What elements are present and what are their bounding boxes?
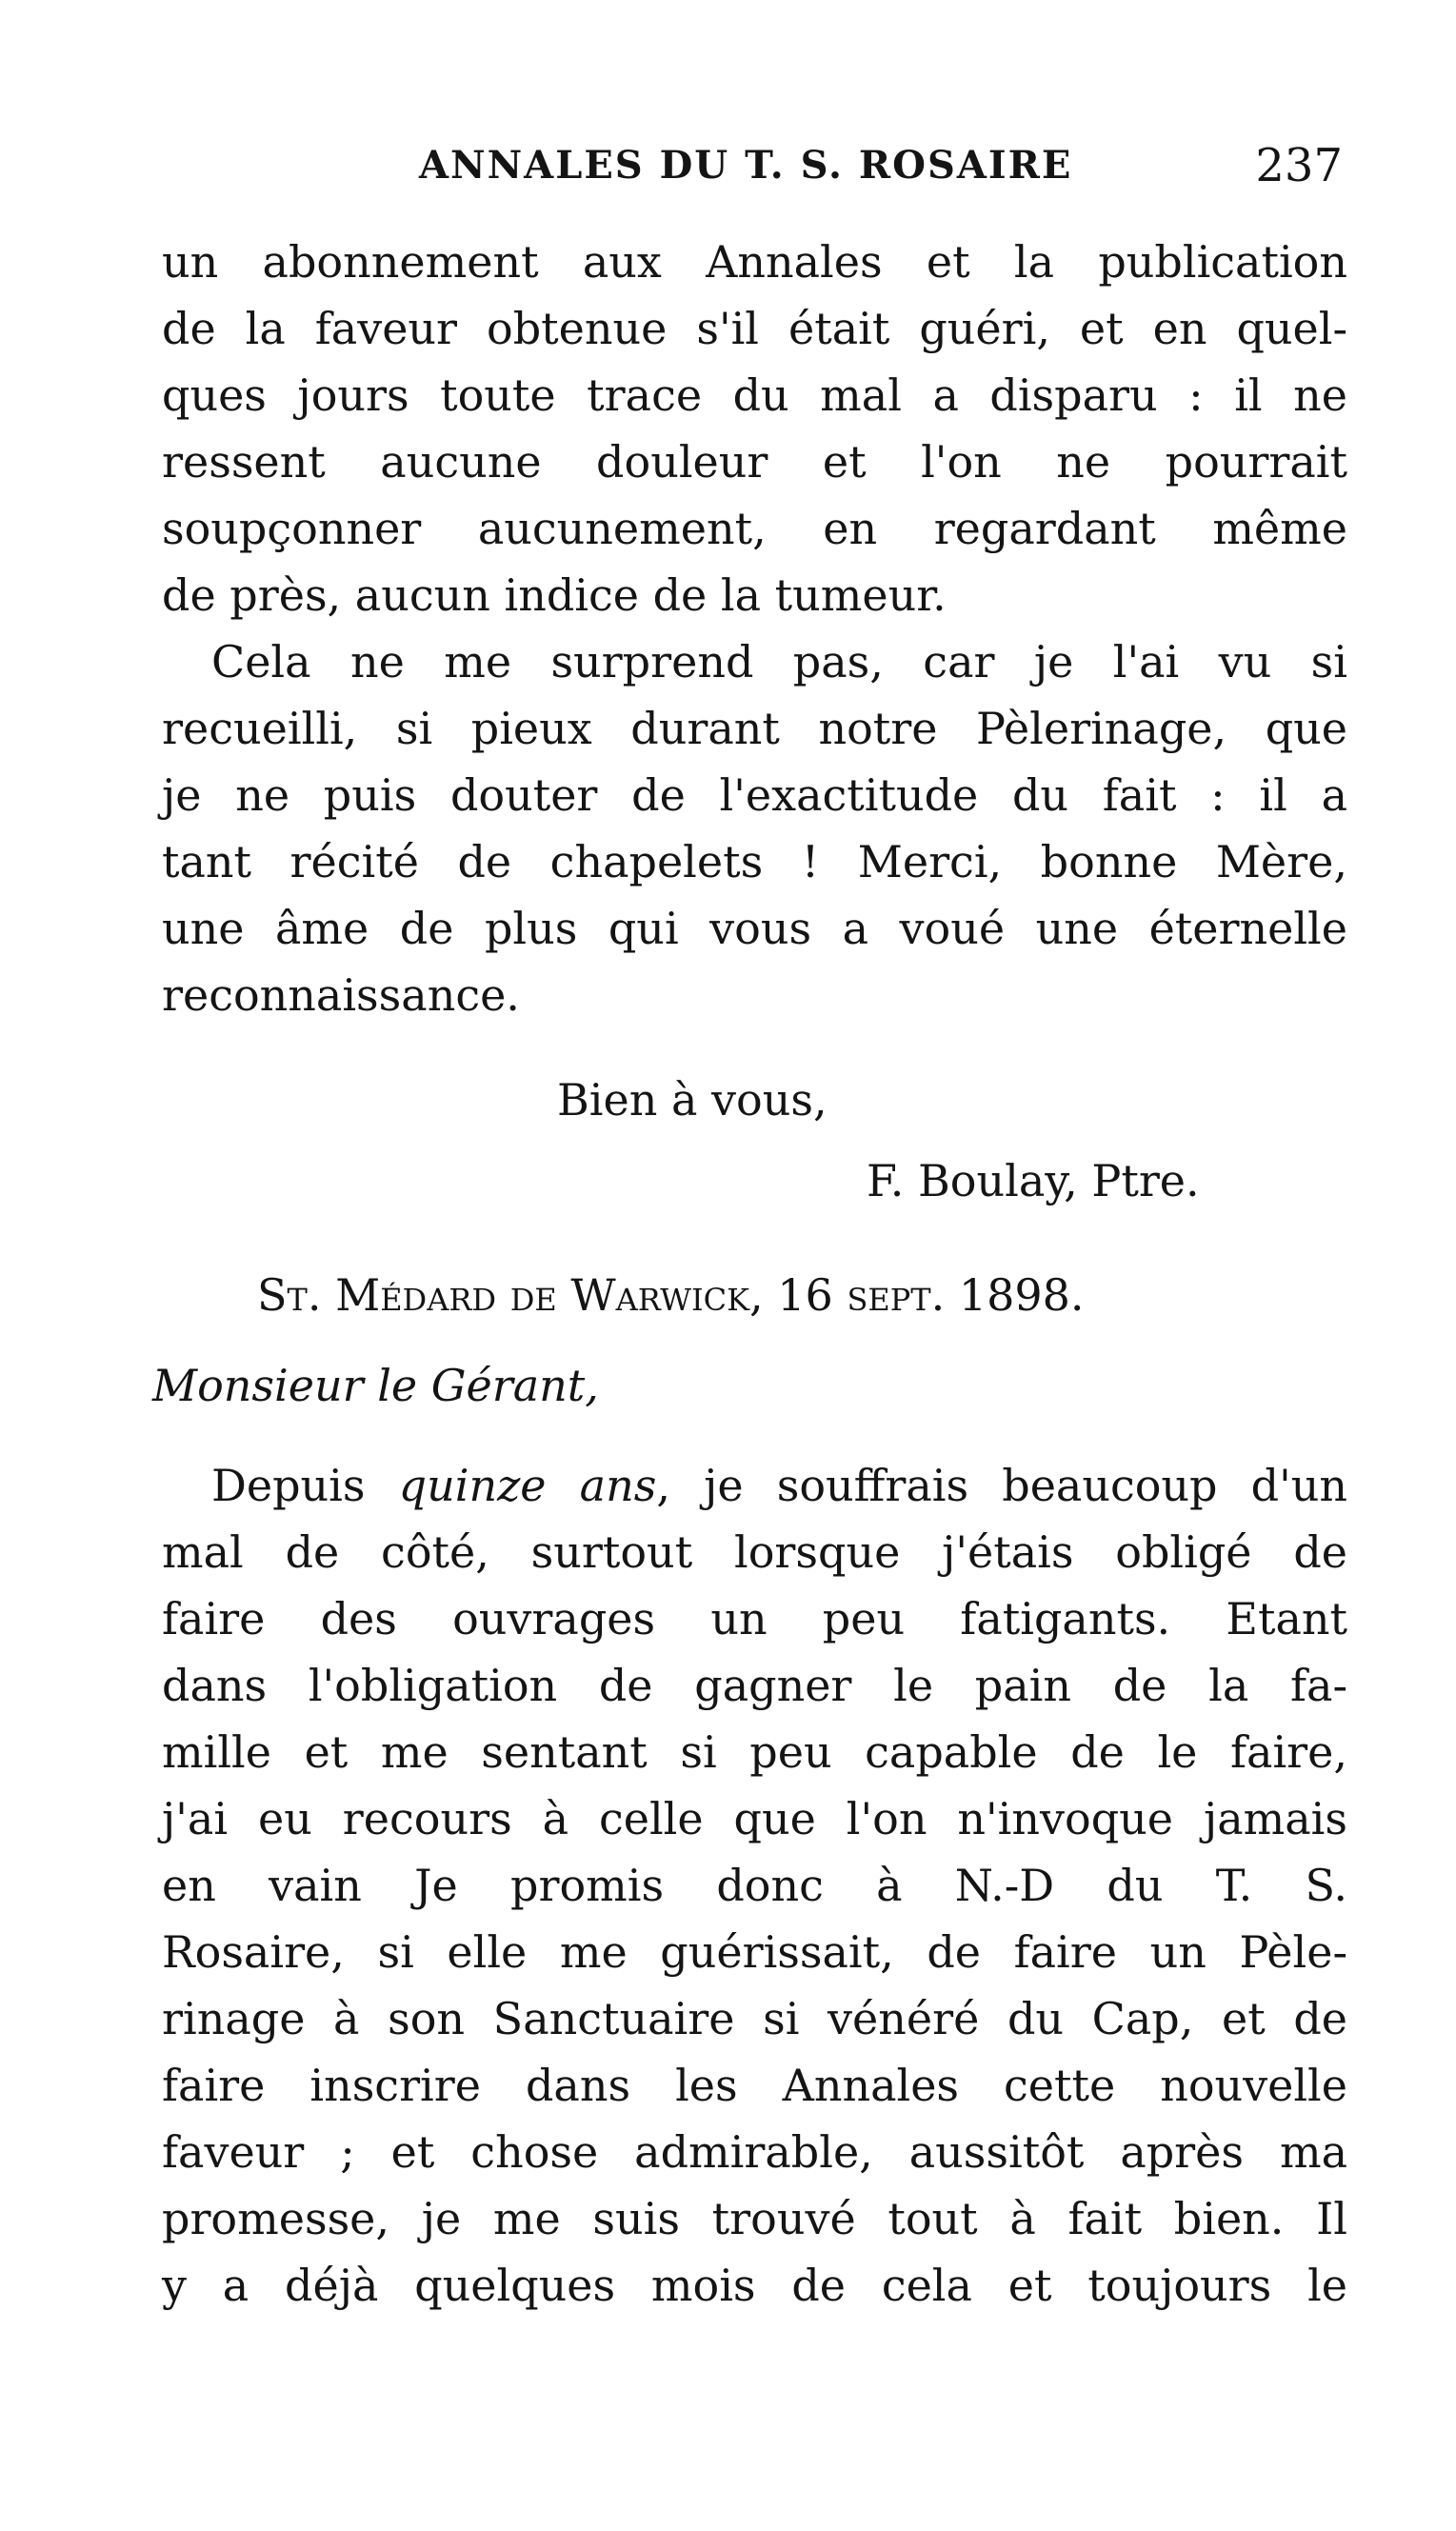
text-line: j'ai eu recours à celle que l'on n'invoque jamais [162, 1793, 1347, 1844]
text-line: ques jours toute trace du mal a disparu : il ne [162, 369, 1347, 421]
italic-phrase: quinze ans [398, 1460, 657, 1511]
text-line: promesse, je me suis trouvé tout à fait bien. Il [162, 2193, 1347, 2244]
text-line: faire des ouvrages un peu fatigants. Etant [162, 1593, 1347, 1644]
text-line: un abonnement aux Annales et la publication [162, 236, 1347, 288]
text-line: y a déjà quelques mois de cela et toujours le [162, 2260, 1347, 2311]
text-line: dans l'obligation de gagner le pain de la fa- [162, 1660, 1347, 1711]
text-line: rinage à son Sanctuaire si vénéré du Cap, et de [162, 1993, 1347, 2044]
text-line: reconnaissance. [162, 969, 520, 1021]
text-line: de près, aucun indice de la tumeur. [162, 569, 947, 621]
text-fragment: , je souffrais beaucoup d'un [656, 1460, 1347, 1511]
text-line: en vain Je promis donc à N.-D du T. S. [162, 1860, 1347, 1911]
letter-dateline: St. Médard de Warwick, 16 sept. 1898. [257, 1269, 1085, 1321]
text-line: faveur ; et chose admirable, aussitôt après ma [162, 2126, 1347, 2178]
letter-closing: Bien à vous, [557, 1074, 828, 1126]
text-line: faire inscrire dans les Annales cette nouvelle [162, 2060, 1347, 2111]
letter-signature: F. Boulay, Ptre. [867, 1155, 1200, 1206]
text-line: tant récité de chapelets ! Merci, bonne Mère, [162, 836, 1347, 887]
text-line: ressent aucune douleur et l'on ne pourrait [162, 436, 1347, 488]
text-fragment: Depuis [211, 1460, 399, 1511]
text-line: soupçonner aucunement, en regardant même [162, 503, 1347, 554]
text-line: de la faveur obtenue s'il était guéri, et en quel- [162, 303, 1347, 354]
text-line: recueilli, si pieux durant notre Pèlerinage, que [162, 703, 1347, 754]
text-line [211, 1452, 1347, 1519]
text-line: Rosaire, si elle me guérissait, de faire un Pèle- [162, 1926, 1347, 1978]
page-number: 237 [1255, 139, 1343, 192]
text-line: Cela ne me surprend pas, car je l'ai vu si [211, 636, 1347, 688]
letter-salutation: Monsieur le Gérant, [152, 1360, 599, 1411]
text-line: mille et me sentant si peu capable de le faire, [162, 1726, 1347, 1778]
running-title: ANNALES DU T. S. ROSAIRE [419, 143, 1073, 188]
page-header [162, 139, 1362, 200]
text-line: une âme de plus qui vous a voué une éternelle [162, 903, 1347, 954]
text-line: mal de côté, surtout lorsque j'étais obligé de [162, 1526, 1347, 1578]
text-line: je ne puis douter de l'exactitude du fait : il a [162, 769, 1347, 821]
